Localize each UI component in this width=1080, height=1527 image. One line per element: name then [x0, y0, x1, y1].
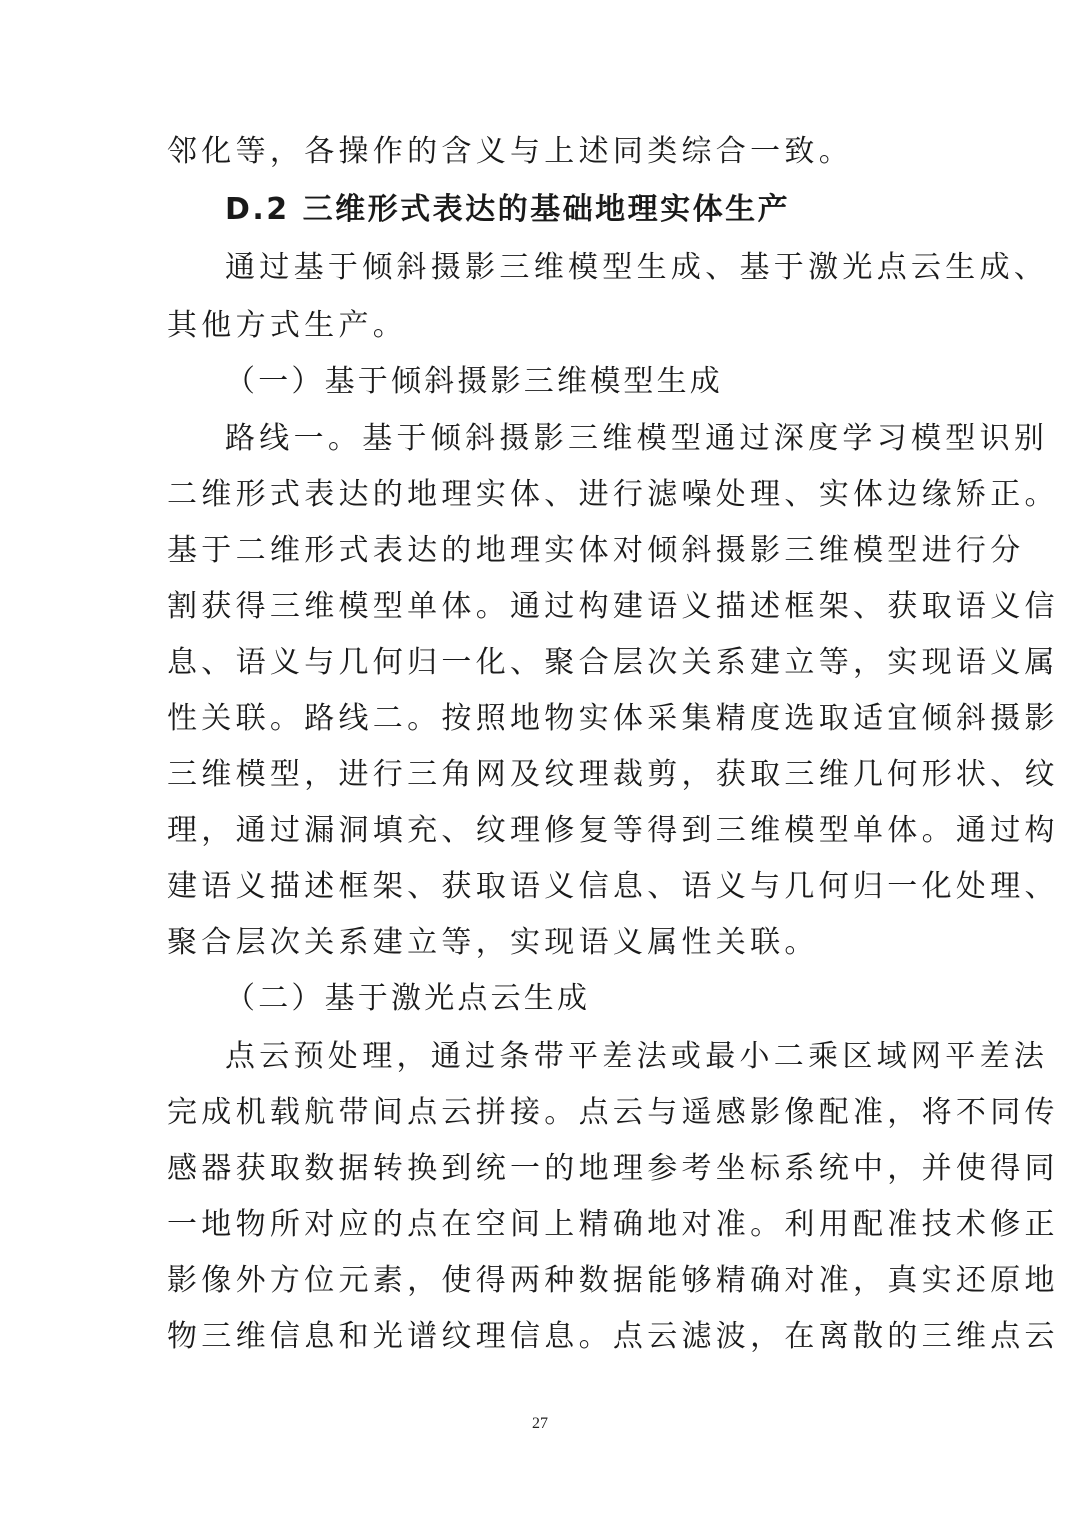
- body-text-line: 三维模型，进行三角网及纹理裁剪，获取三维几何形状、纹: [167, 757, 1059, 792]
- body-text-line: 息、语义与几何归一化、聚合层次关系建立等，实现语义属: [167, 645, 1059, 680]
- subsection-heading: （二）基于激光点云生成: [225, 981, 591, 1016]
- body-text-line: 建语义描述框架、获取语义信息、语义与几何归一化处理、: [167, 869, 1059, 904]
- body-text-line: 影像外方位元素，使得两种数据能够精确对准，真实还原地: [167, 1263, 1059, 1298]
- body-text-line: 理，通过漏洞填充、纹理修复等得到三维模型单体。通过构: [167, 813, 1059, 848]
- body-text-line: 物三维信息和光谱纹理信息。点云滤波，在离散的三维点云: [167, 1319, 1059, 1354]
- body-text-line: 邻化等，各操作的含义与上述同类综合一致。: [167, 134, 853, 169]
- body-text-line: 点云预处理，通过条带平差法或最小二乘区域网平差法: [225, 1039, 1049, 1074]
- body-text-line: 一地物所对应的点在空间上精确地对准。利用配准技术修正: [167, 1207, 1059, 1242]
- body-text-line: 感器获取数据转换到统一的地理参考坐标系统中，并使得同: [167, 1151, 1059, 1186]
- body-text-line: 其他方式生产。: [167, 308, 408, 343]
- subsection-heading: （一）基于倾斜摄影三维模型生成: [225, 364, 723, 399]
- body-text-line: 完成机载航带间点云拼接。点云与遥感影像配准，将不同传: [167, 1095, 1059, 1130]
- body-text-line: 基于二维形式表达的地理实体对倾斜摄影三维模型进行分: [167, 533, 1025, 568]
- body-text-line: 割获得三维模型单体。通过构建语义描述框架、获取语义信: [167, 589, 1059, 624]
- body-text-line: 性关联。路线二。按照地物实体采集精度选取适宜倾斜摄影: [167, 701, 1059, 736]
- body-text-line: 二维形式表达的地理实体、进行滤噪处理、实体边缘矫正。: [167, 477, 1059, 512]
- page-number: 27: [532, 1415, 548, 1432]
- body-text-line: 通过基于倾斜摄影三维模型生成、基于激光点云生成、: [225, 250, 1049, 285]
- body-text-line: 路线一。基于倾斜摄影三维模型通过深度学习模型识别: [225, 421, 1049, 456]
- body-text-line: 聚合层次关系建立等，实现语义属性关联。: [167, 925, 819, 960]
- section-heading: D.2 三维形式表达的基础地理实体生产: [225, 192, 791, 227]
